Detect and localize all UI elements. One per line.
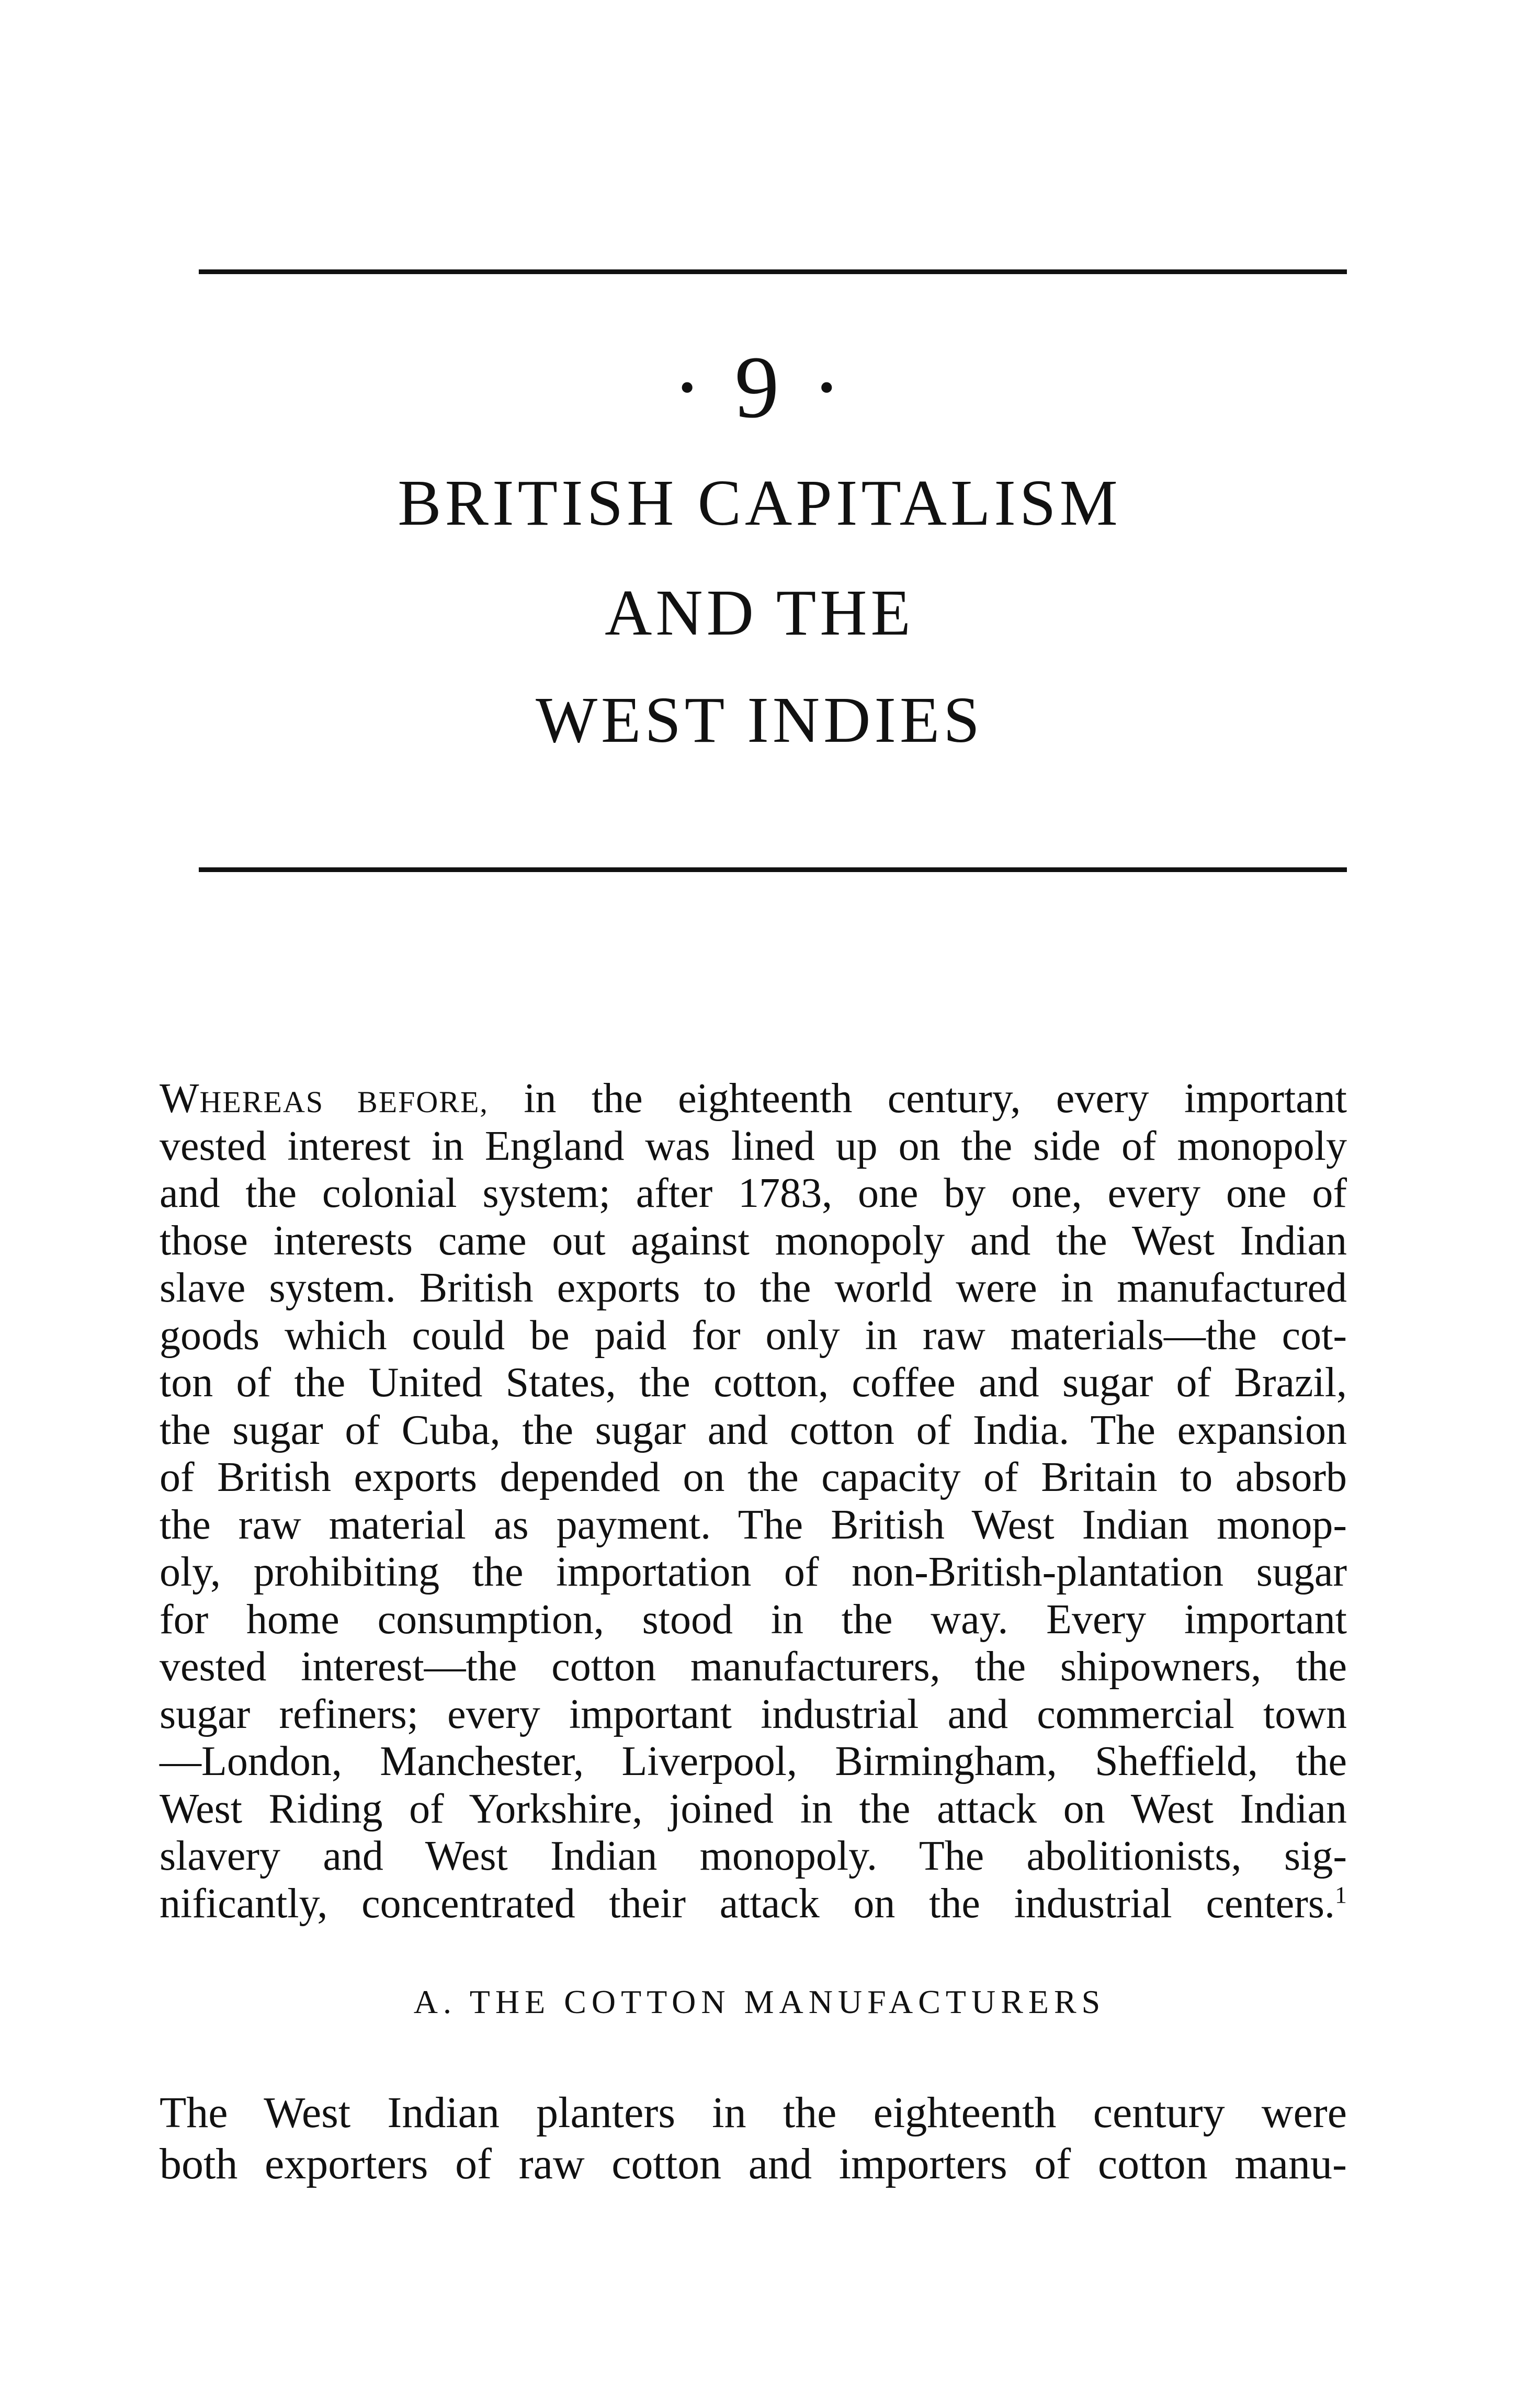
paragraph-line: slavery and West Indian monopoly. The abolitionists, sig- [160, 1833, 1347, 1879]
first-line-rest: in the eighteenth century, every important [488, 1076, 1347, 1122]
opening-paragraph [160, 1075, 1347, 1927]
paragraph-first-line [160, 1075, 1347, 1123]
paragraph-line: sugar refiners; every important industrial and commercial town [160, 1691, 1347, 1737]
paragraph-line: slave system. British exports to the world were in manufactured [160, 1265, 1347, 1311]
last-line-text: nificantly, concentrated their attack on the industrial centers. [160, 1880, 1335, 1927]
section-heading: A. THE COTTON MANUFACTURERS [413, 1983, 1106, 2020]
paragraph-line: —London, Manchester, Liverpool, Birmingham, Sheffield, the [160, 1738, 1347, 1784]
lead-smallcaps: HEREAS BEFORE, [199, 1085, 489, 1119]
paragraph-line: the raw material as payment. The British West Indian monop- [160, 1501, 1347, 1548]
paragraph-line: West Riding of Yorkshire, joined in the attack on West Indian [160, 1785, 1347, 1832]
chapter-title-line-1: BRITISH CAPITALISM [398, 467, 1121, 539]
paragraph-last-line [160, 1880, 1347, 1928]
paragraph-line: ton of the United States, the cotton, coffee and sugar of Brazil, [160, 1360, 1347, 1406]
chapter-title-line-3: WEST INDIES [536, 684, 983, 756]
paragraph-line: vested interest—the cotton manufacturers, the shipowners, the [160, 1644, 1347, 1690]
chapter-number: · 9 · [672, 338, 847, 436]
section-line: The West Indian planters in the eighteenth century were [160, 2088, 1347, 2137]
paragraph-line: and the colonial system; after 1783, one by one, every one of [160, 1170, 1347, 1216]
paragraph-line: oly, prohibiting the importation of non-British-plantation sugar [160, 1549, 1347, 1595]
paragraph-line: of British exports depended on the capacity of Britain to absorb [160, 1454, 1347, 1500]
footnote-marker: 1 [1335, 1881, 1347, 1908]
paragraph-line: vested interest in England was lined up on the side of monopoly [160, 1123, 1347, 1169]
lead-initial: W [160, 1076, 200, 1122]
bottom-rule [199, 867, 1347, 872]
paragraph-line: goods which could be paid for only in raw materials—the cot- [160, 1312, 1347, 1359]
section-line: both exporters of raw cotton and importers of cotton manu- [160, 2140, 1347, 2188]
chapter-title-line-2: AND THE [605, 577, 914, 649]
paragraph-line: those interests came out against monopoly and the West Indian [160, 1217, 1347, 1264]
section-paragraph [160, 2087, 1347, 2190]
paragraph-line: the sugar of Cuba, the sugar and cotton of India. The expansion [160, 1407, 1347, 1453]
paragraph-line: for home consumption, stood in the way. Every important [160, 1596, 1347, 1643]
top-rule [199, 269, 1347, 274]
